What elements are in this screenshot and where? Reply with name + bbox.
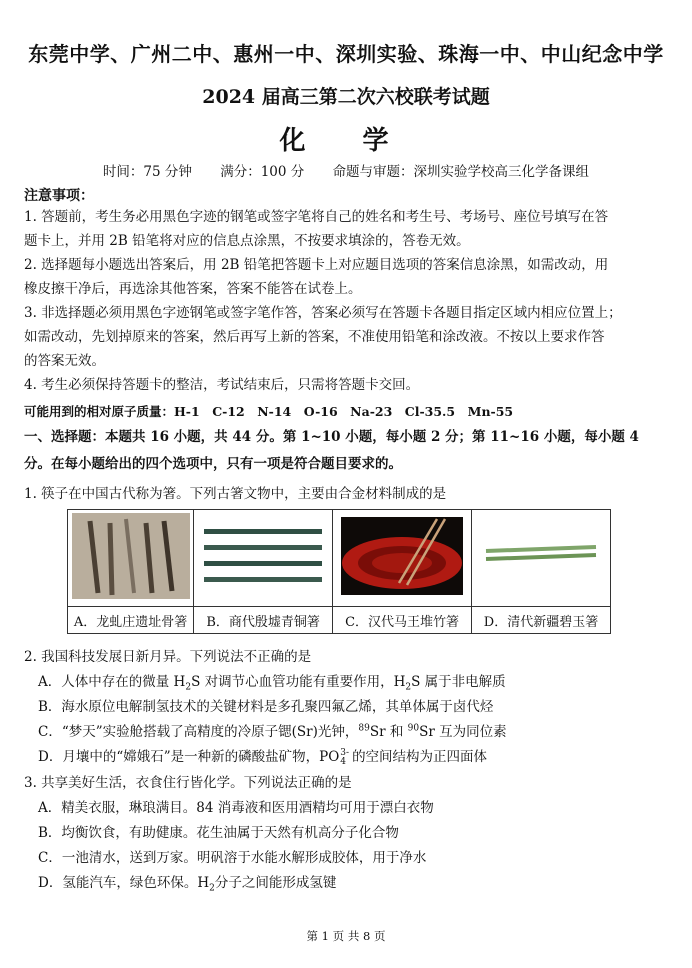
option-text: 的空间结构为正四面体 [352,749,488,765]
notes-line: 1. 答题前，考生务必用黑色字迹的钢笔或签字笔将自己的姓名和考生号、考场号、座位号填写在答 [24,209,609,225]
option-b-caption: B．商代殷墟青铜箸 [194,607,333,634]
question-3-option-c: C．一池清水，送到万家。明矾溶于水能水解形成胶体，用于净水 [38,850,427,866]
subscript: 4 [340,756,347,767]
question-3-stem: 3. 共享美好生活，衣食住行皆化学。下列说法正确的是 [24,775,352,791]
exam-author: 命题与审题：深圳实验学校高三化学备课组 [332,164,590,180]
question-2-stem: 2. 我国科技发展日新月异。下列说法不正确的是 [24,649,312,665]
notes-line: 2. 选择题每小题选出答案后，用 2B 铅笔把答题卡上对应题目选项的答案信息涂黑，如需改动，用 [24,257,609,273]
option-text: Sr 和 [369,724,408,740]
option-text: D．氢能汽车，绿色环保。H [38,875,210,891]
notes-line: 4. 考生必须保持答题卡的整洁，考试结束后，只需将答题卡交回。 [24,377,420,393]
question-3-option-a: A．精美衣服，琳琅满目。84 消毒液和医用酒精均可用于漂白衣物 [38,800,434,816]
notes-line: 的答案无效。 [24,353,105,369]
section-header-line: 一、选择题：本题共 16 小题，共 44 分。第 1~10 小题，每小题 2 分；第 11~16 小题，每小题 4 [24,429,639,445]
option-text: A．人体中存在的微量 H [38,674,186,690]
question-2-option-a [38,670,506,693]
question-3-option-d [38,871,336,894]
bamboo-chopsticks-image [333,510,472,607]
notes-line: 3. 非选择题必须用黑色字迹钢笔或签字笔作答，答案必须写在答题卡各题目指定区域内相应位置上； [24,305,622,321]
atomic-masses: 可能用到的相对原子质量：H-1 C-12 N-14 O-16 Na-23 Cl-35.5 Mn-55 [24,404,514,419]
notes-line: 题卡上，并用 2B 铅笔将对应的信息点涂黑，不按要求填涂的，答卷无效。 [24,233,470,249]
notes-line: 橡皮擦干净后，再选涂其他答案，答案不能答在试卷上。 [24,281,362,297]
option-text: S 对调节心血管功能有重要作用，H [191,674,406,690]
section-header-line: 分。在每小题给出的四个选项中，只有一项是符合题目要求的。 [24,456,402,472]
notes-line: 如需改动，先划掉原来的答案，然后再写上新的答案，不准使用铅笔和涂改液。不按以上要求作答 [24,329,605,345]
subscript: 2 [405,682,412,693]
option-d-caption: D．清代新疆碧玉箸 [472,607,611,634]
superscript: 90 [407,723,420,734]
question-2-option-b: B．海水原位电解制氢技术的关键材料是多孔聚四氟乙烯，其单体属于卤代烃 [38,699,494,715]
option-text: S 属于非电解质 [411,674,506,690]
school-names: 东莞中学、广州二中、惠州一中、深圳实验、珠海一中、中山纪念中学 [28,42,664,66]
page-footer: 第 1 页 共 8 页 [306,929,386,943]
superscript: 89 [358,723,370,734]
superscript: 3- [340,747,350,758]
option-a-caption: A．龙虬庄遗址骨箸 [68,607,194,634]
subscript: 2 [185,682,192,693]
question-1-image-table [67,509,611,634]
exam-score: 满分：100 分 [220,164,305,180]
option-text: Sr 互为同位素 [419,724,507,740]
jade-chopsticks-image [472,510,611,607]
option-c-caption: C．汉代马王堆竹箸 [333,607,472,634]
subject-title: 化 学 [279,126,413,156]
exam-time: 时间：75 分钟 [102,164,192,180]
bronze-chopsticks-image [194,510,333,607]
subscript: 2 [209,883,215,894]
option-text: D．月壤中的“嫦娥石”是一种新的磷酸盐矿物，PO [38,749,340,765]
question-1-stem: 1. 筷子在中国古代称为箸。下列古箸文物中，主要由合金材料制成的是 [24,486,447,502]
notes-title: 注意事项： [24,188,94,204]
exam-meta [0,160,692,180]
question-3-option-b: B．均衡饮食，有助健康。花生油属于天然有机高分子化合物 [38,825,399,841]
option-text: 分子之间能形成氢键 [214,875,337,891]
question-2-option-d [38,745,487,767]
bone-chopsticks-image [68,510,194,607]
question-2-option-c [38,720,507,740]
option-text: C．“梦天”实验舱搭载了高精度的冷原子锶(Sr)光钟， [38,724,359,740]
exam-title: 2024 届高三第二次六校联考试题 [202,86,490,108]
